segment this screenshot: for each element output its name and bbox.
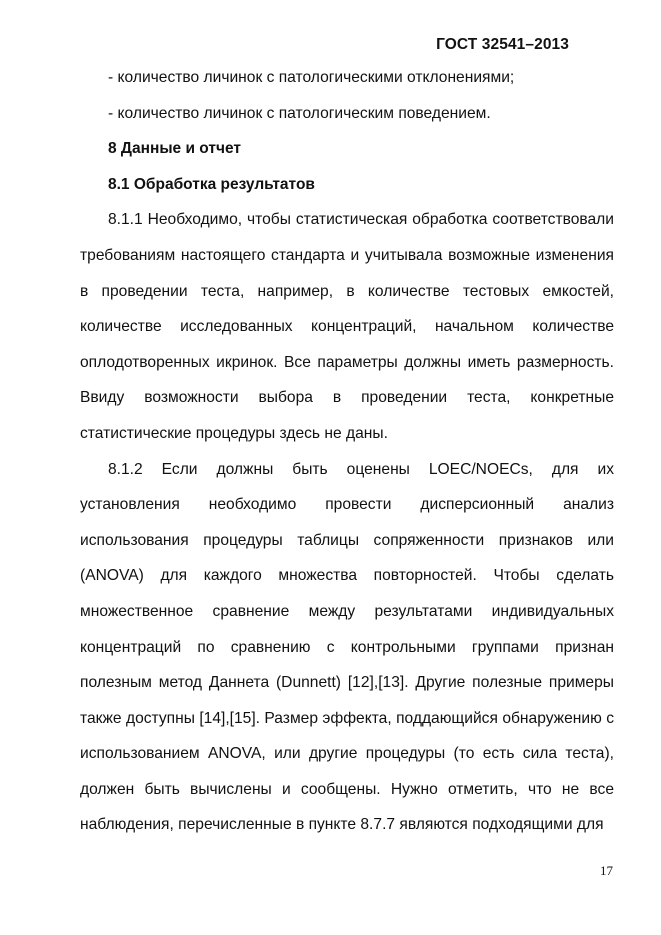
paragraph-8-1-2: 8.1.2 Если должны быть оценены LOEC/NOECs, для их установления необходимо провести дисперсионный анализ использования процедуры таблицы сопряженности признаков или (ANOVA) для каждого множества повторностей. Чтобы сделать множественное сравнение между результатами индивидуальных концентраций по сравнению с контрольными группами признан полезным метод Даннета (Dunnett) [12],[13]. Другие полезные примеры также доступны [14],[15]. Размер эффекта, поддающийся обнаружению с использованием ANOVA, или другие процедуры (то есть сила теста), должен быть вычислены и сообщены. Нужно отметить, что не все наблюдения, перечисленные в пункте 8.7.7 являются подходящими для — [80, 460, 614, 834]
page-body — [80, 60, 614, 843]
document-header-standard: ГОСТ 32541–2013 — [436, 36, 569, 53]
page-number: 17 — [600, 863, 613, 878]
section-heading-8: 8 Данные и отчет — [108, 140, 241, 158]
paragraph-8-1-1: 8.1.1 Необходимо, чтобы статистическая обработка соответствовали требованиям настоящего стандарта и учитывала возможные изменения в проведении теста, например, в количестве тестовых емкостей, количестве исследованных концентраций, начальном количестве оплодотворенных икринок. Все параметры должны иметь размерность. Ввиду возможности выбора в проведении теста, конкретные статистические процедуры здесь не даны. — [80, 211, 614, 442]
section-heading-8-1: 8.1 Обработка результатов — [108, 175, 315, 193]
list-item-pathological-behavior: - количество личинок с патологическим поведением. — [108, 104, 491, 122]
list-item-pathological-deviations: - количество личинок с патологическими отклонениями; — [108, 69, 515, 86]
